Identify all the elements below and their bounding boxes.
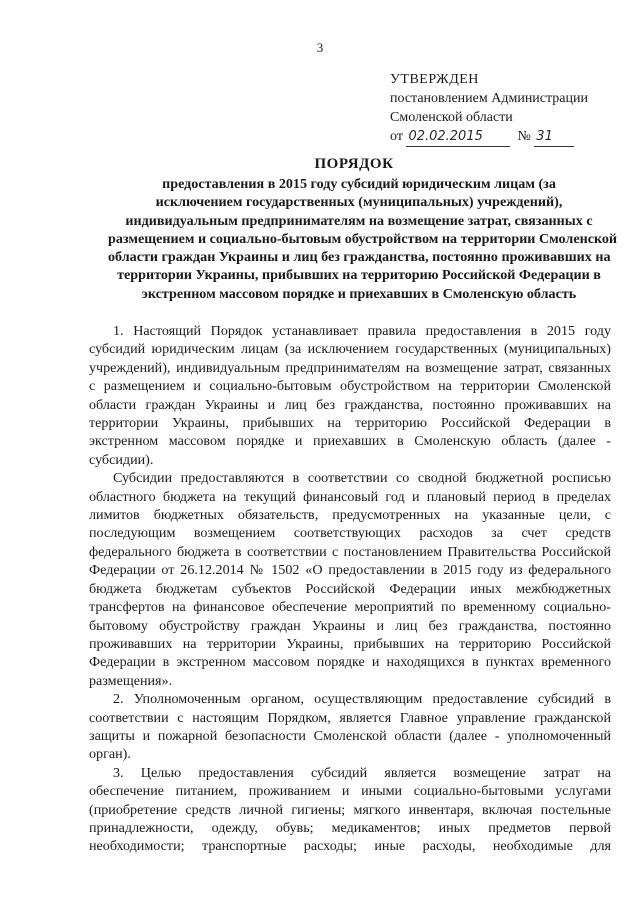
paragraph-line: с размещением и социально-бытовым обустройством на территории Смоленской bbox=[89, 378, 611, 395]
approval-block bbox=[390, 70, 630, 147]
subtitle-line: экстренном массовом порядке и приехавших в Смоленскую область bbox=[141, 285, 577, 302]
paragraph-line: соответствии с настоящим Порядком, является Главное управление гражданской bbox=[89, 709, 611, 726]
approval-title: УТВЕРЖДЕН bbox=[390, 72, 479, 87]
paragraph-line: принадлежности, одежду, обувь; медикаментов; иных предметов первой bbox=[89, 819, 611, 836]
paragraph-line: 2. Уполномоченным органом, осуществляющим предоставление субсидий в bbox=[113, 691, 611, 708]
date-prefix: от bbox=[390, 129, 403, 144]
document-subtitle bbox=[108, 175, 618, 303]
document-body bbox=[89, 322, 611, 856]
paragraph-line: Субсидии предоставляются в соответствии со сводной бюджетной росписью bbox=[113, 470, 611, 487]
document-title: ПОРЯДОК bbox=[314, 156, 394, 172]
paragraph-line: 1. Настоящий Порядок устанавливает правила предоставления в 2015 году bbox=[113, 323, 611, 339]
paragraph-line: орган). bbox=[89, 746, 131, 763]
paragraph-line: областного бюджета на текущий финансовый год и плановый период в пределах bbox=[89, 488, 611, 505]
page-number: 3 bbox=[316, 40, 324, 55]
paragraph bbox=[89, 764, 611, 856]
subtitle-line: предоставления в 2015 году субсидий юридическим лицам (за bbox=[162, 176, 556, 192]
paragraph-line: (приобретение средств личной гигиены; мягкого инвентаря, включая постельные bbox=[89, 801, 611, 818]
paragraph-line: бытовому обустройству граждан Украины и лиц без гражданства, постоянно bbox=[89, 617, 611, 634]
paragraph bbox=[89, 469, 611, 690]
paragraph-line: размещения». bbox=[89, 672, 173, 689]
paragraph-line: Федерации в экстренном массовом порядке и находящихся в пунктах временного bbox=[89, 654, 611, 671]
paragraph bbox=[89, 322, 611, 469]
paragraph-line: субсидии). bbox=[89, 451, 154, 468]
paragraph-line: территории Украины, прибывших на территорию Российской Федерации в bbox=[89, 415, 611, 432]
paragraph-line: проживавших на территории Украины, прибывших на территорию Российской bbox=[89, 635, 611, 652]
paragraph-line: лимитов бюджетных обязательств, предусмотренных на указанные цели, с bbox=[89, 507, 611, 524]
paragraph-line: Федерации от 26.12.2014 № 1502 «О предоставлении в 2015 году из федерального bbox=[89, 562, 611, 579]
approval-line-1: постановлением Администрации bbox=[390, 91, 588, 106]
subtitle-line: исключением государственных (муниципальных) учреждений), bbox=[155, 194, 563, 211]
handwritten-date: 02.02.2015 bbox=[406, 127, 510, 147]
paragraph-line: обеспечение питанием, проживанием и иными социально-бытовыми услугами bbox=[89, 783, 611, 800]
subtitle-line: территории Украины, прибывших на территорию Российской Федерации в bbox=[117, 267, 601, 284]
paragraph-line: 3. Целью предоставления субсидий является возмещение затрат на bbox=[113, 764, 611, 781]
paragraph bbox=[89, 690, 611, 764]
paragraph-line: экстренном массовом порядке и приехавших в Смоленскую область (далее - bbox=[89, 433, 611, 450]
approval-date-line bbox=[390, 127, 630, 147]
paragraph-line: необходимости; транспортные расходы; иные расходы, необходимые для bbox=[89, 838, 611, 855]
approval-line-2: Смоленской области bbox=[390, 110, 513, 125]
paragraph-line: субсидий юридическим лицам (за исключением государственных (муниципальных) bbox=[89, 341, 611, 358]
paragraph-line: федерального бюджета в соответствии с постановлением Правительства Российской bbox=[89, 543, 611, 560]
paragraph-line: области граждан Украины и лиц без гражданства, постоянно проживавших на bbox=[89, 396, 611, 413]
paragraph-line: последующим возмещением соответствующих расходов за счет средств bbox=[89, 525, 611, 542]
paragraph-line: защиты и пожарной безопасности Смоленской области (далее - уполномоченный bbox=[89, 727, 611, 744]
handwritten-number: 31 bbox=[534, 127, 574, 147]
subtitle-line: области граждан Украины и лиц без гражданства, постоянно проживавших на bbox=[108, 249, 611, 266]
subtitle-line: размещением и социально-бытовым обустройством на территории Смоленской bbox=[108, 230, 618, 247]
subtitle-line: индивидуальным предпринимателям на возмещение затрат, связанных с bbox=[125, 212, 593, 229]
paragraph-line: бюджета бюджетам субъектов Российской Федерации иных межбюджетных bbox=[89, 580, 611, 597]
paragraph-line: трансфертов на финансовое обеспечение мероприятий по временному социально- bbox=[89, 599, 611, 616]
paragraph-line: учреждений), индивидуальным предпринимателям на возмещение затрат, связанных bbox=[89, 359, 611, 376]
number-prefix: № bbox=[517, 129, 531, 144]
